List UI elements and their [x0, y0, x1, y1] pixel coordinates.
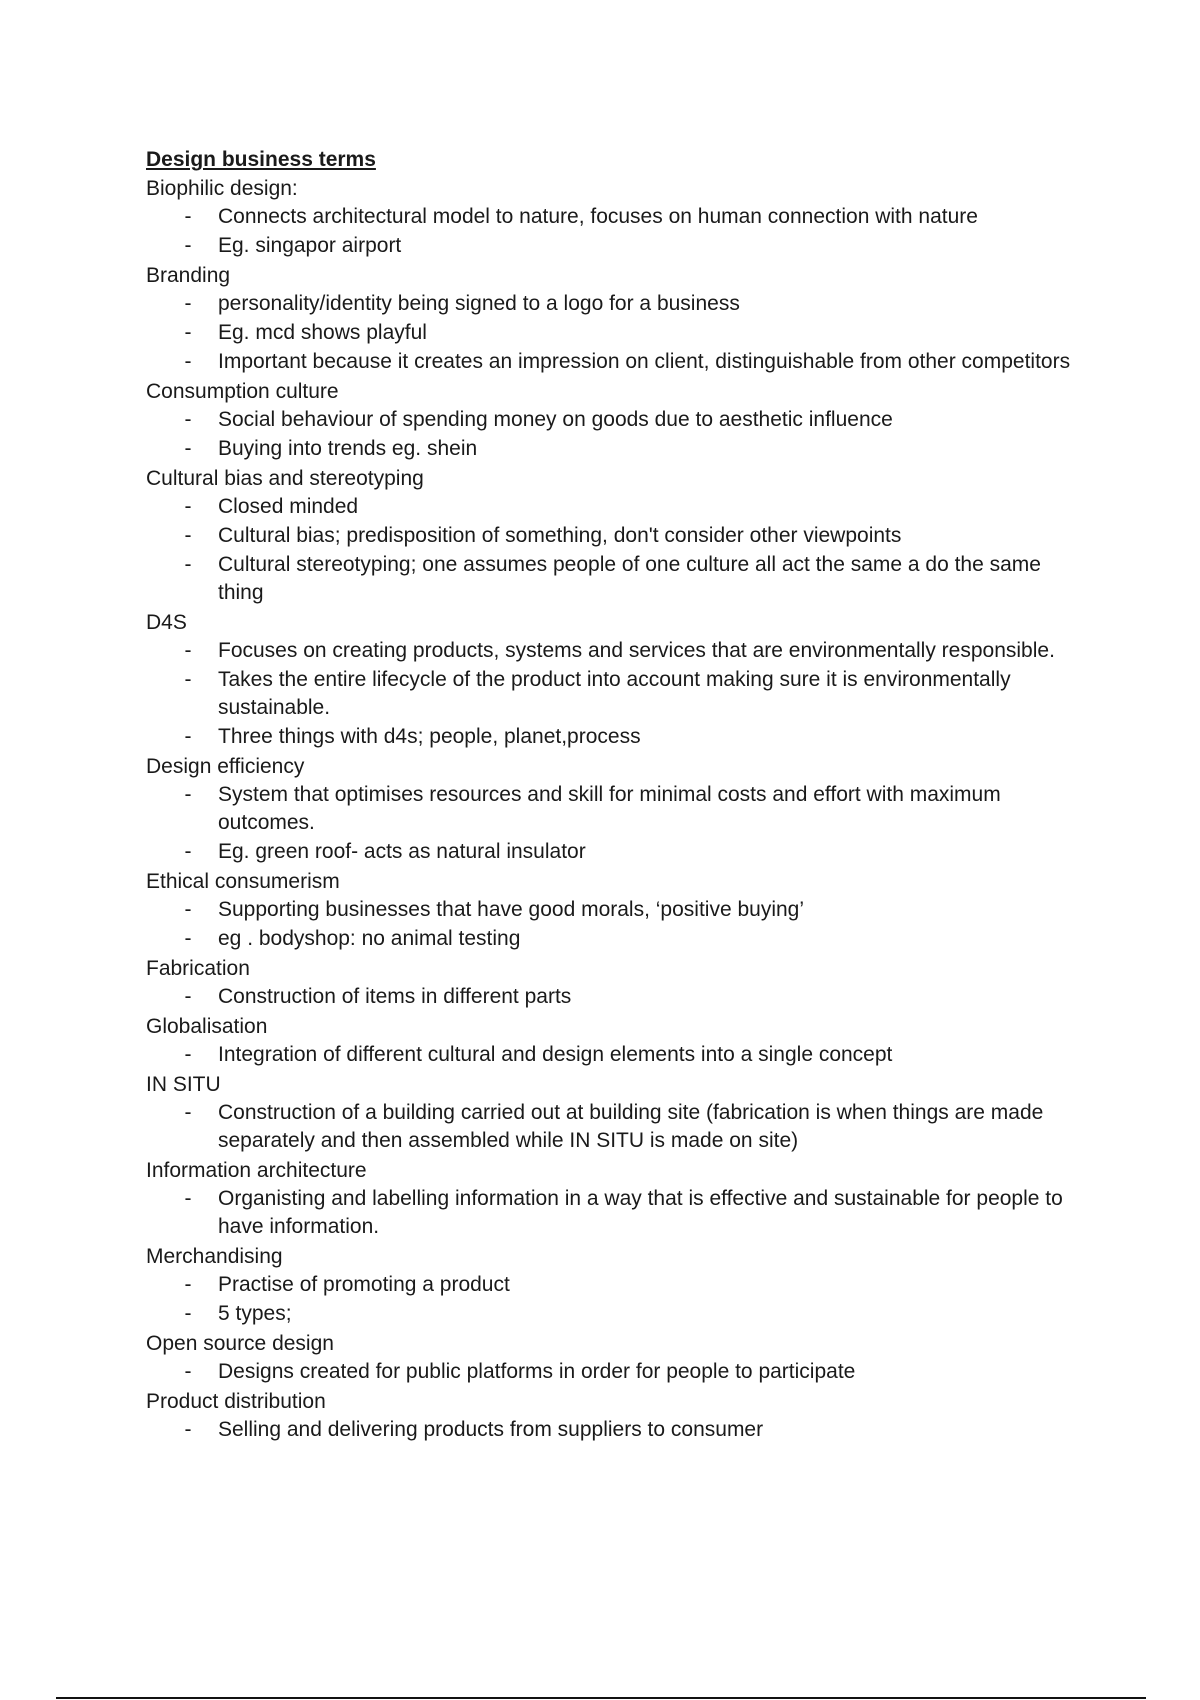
list-item-text: Cultural stereotyping; one assumes people of one culture all act the same a do the same thing	[218, 553, 1041, 604]
term-heading: Information architecture	[146, 1159, 367, 1182]
bullet-dash-icon: -	[184, 840, 192, 863]
term-bullet-list	[146, 1041, 1076, 1069]
list-item-text: personality/identity being signed to a logo for a business	[218, 292, 740, 315]
bullet-dash-icon: -	[184, 553, 192, 576]
term-heading: IN SITU	[146, 1073, 221, 1096]
bullet-dash-icon: -	[184, 437, 192, 460]
list-item-text: Buying into trends eg. shein	[218, 437, 478, 460]
bullet-dash-icon: -	[184, 524, 192, 547]
bullet-dash-icon: -	[184, 1101, 192, 1124]
term-heading: Merchandising	[146, 1245, 283, 1268]
term-heading: Cultural bias and stereotyping	[146, 467, 424, 490]
bullet-dash-icon: -	[184, 321, 192, 344]
list-item	[146, 203, 1076, 231]
list-item-text: eg . bodyshop: no animal testing	[218, 927, 521, 950]
term-bullet-list	[146, 896, 1076, 953]
bullet-dash-icon: -	[184, 234, 192, 257]
term-bullet-list	[146, 637, 1076, 751]
bullet-dash-icon: -	[184, 1043, 192, 1066]
page-title: Design business terms	[146, 148, 376, 171]
list-item-text: Important because it creates an impression on client, distinguishable from other competitors	[218, 350, 1071, 373]
bullet-dash-icon: -	[184, 350, 192, 373]
list-item	[146, 348, 1076, 376]
term-heading: Consumption culture	[146, 380, 339, 403]
term-heading: Product distribution	[146, 1390, 326, 1413]
bullet-dash-icon: -	[184, 927, 192, 950]
list-item	[146, 1416, 1076, 1444]
list-item-text: Construction of a building carried out at building site (fabrication is when things are made separately and then assembled while IN SITU is made on site)	[218, 1101, 1044, 1152]
bullet-dash-icon: -	[184, 898, 192, 921]
list-item	[146, 1358, 1076, 1386]
list-item	[146, 723, 1076, 751]
bullet-dash-icon: -	[184, 725, 192, 748]
term-heading: Ethical consumerism	[146, 870, 340, 893]
bottom-divider	[56, 1697, 1146, 1699]
list-item-text: Practise of promoting a product	[218, 1273, 510, 1296]
bullet-dash-icon: -	[184, 1418, 192, 1441]
list-item	[146, 406, 1076, 434]
list-item	[146, 1041, 1076, 1069]
term-bullet-list	[146, 1271, 1076, 1328]
list-item-text: Designs created for public platforms in order for people to participate	[218, 1360, 856, 1383]
term-bullet-list	[146, 290, 1076, 376]
list-item-text: Construction of items in different parts	[218, 985, 572, 1008]
bullet-dash-icon: -	[184, 408, 192, 431]
list-item	[146, 232, 1076, 260]
bullet-dash-icon: -	[184, 495, 192, 518]
list-item-text: Selling and delivering products from suppliers to consumer	[218, 1418, 764, 1441]
list-item	[146, 493, 1076, 521]
list-item-text: Closed minded	[218, 495, 359, 518]
list-item	[146, 435, 1076, 463]
list-item-text: Connects architectural model to nature, focuses on human connection with nature	[218, 205, 978, 228]
term-bullet-list	[146, 406, 1076, 463]
list-item-text: Takes the entire lifecycle of the product into account making sure it is environmentally sustainable.	[218, 668, 1011, 719]
bullet-dash-icon: -	[184, 292, 192, 315]
term-bullet-list	[146, 493, 1076, 607]
term-bullet-list	[146, 1185, 1076, 1241]
list-item-text: Integration of different cultural and design elements into a single concept	[218, 1043, 893, 1066]
list-item-text: System that optimises resources and skill for minimal costs and effort with maximum outcomes.	[218, 783, 1001, 834]
document-page	[146, 146, 1076, 1445]
term-heading: Biophilic design:	[146, 177, 298, 200]
bullet-dash-icon: -	[184, 1273, 192, 1296]
bullet-dash-icon: -	[184, 1302, 192, 1325]
list-item	[146, 983, 1076, 1011]
bullet-dash-icon: -	[184, 1187, 192, 1210]
list-item-text: Three things with d4s; people, planet,process	[218, 725, 641, 748]
bullet-dash-icon: -	[184, 639, 192, 662]
term-bullet-list	[146, 1099, 1076, 1155]
list-item-text: Eg. mcd shows playful	[218, 321, 427, 344]
list-item	[146, 925, 1076, 953]
list-item	[146, 838, 1076, 866]
term-heading: Design efficiency	[146, 755, 305, 778]
term-heading: Globalisation	[146, 1015, 268, 1038]
term-bullet-list	[146, 1416, 1076, 1444]
list-item	[146, 319, 1076, 347]
terms-list	[146, 174, 1076, 1444]
term-bullet-list	[146, 1358, 1076, 1386]
list-item-text: Supporting businesses that have good morals, ‘positive buying’	[218, 898, 805, 921]
list-item	[146, 1271, 1076, 1299]
bullet-dash-icon: -	[184, 668, 192, 691]
list-item	[146, 522, 1076, 550]
list-item-text: Eg. green roof- acts as natural insulator	[218, 840, 586, 863]
list-item	[146, 896, 1076, 924]
list-item	[146, 666, 1076, 722]
bullet-dash-icon: -	[184, 1360, 192, 1383]
bullet-dash-icon: -	[184, 205, 192, 228]
term-heading: Branding	[146, 264, 231, 287]
list-item-text: Social behaviour of spending money on goods due to aesthetic influence	[218, 408, 893, 431]
list-item	[146, 637, 1076, 665]
term-bullet-list	[146, 983, 1076, 1011]
term-heading: Open source design	[146, 1332, 334, 1355]
list-item	[146, 551, 1076, 607]
term-heading: D4S	[146, 611, 187, 634]
list-item	[146, 290, 1076, 318]
list-item	[146, 1099, 1076, 1155]
list-item	[146, 1300, 1076, 1328]
list-item	[146, 1185, 1076, 1241]
bullet-dash-icon: -	[184, 783, 192, 806]
term-bullet-list	[146, 203, 1076, 260]
bullet-dash-icon: -	[184, 985, 192, 1008]
term-heading: Fabrication	[146, 957, 250, 980]
list-item	[146, 781, 1076, 837]
list-item-text: Organisting and labelling information in a way that is effective and sustainable for people to have information.	[218, 1187, 1063, 1238]
list-item-text: Eg. singapor airport	[218, 234, 402, 257]
list-item-text: Cultural bias; predisposition of something, don't consider other viewpoints	[218, 524, 902, 547]
list-item-text: Focuses on creating products, systems and services that are environmentally responsible.	[218, 639, 1055, 662]
list-item-text: 5 types;	[218, 1302, 292, 1325]
term-bullet-list	[146, 781, 1076, 866]
